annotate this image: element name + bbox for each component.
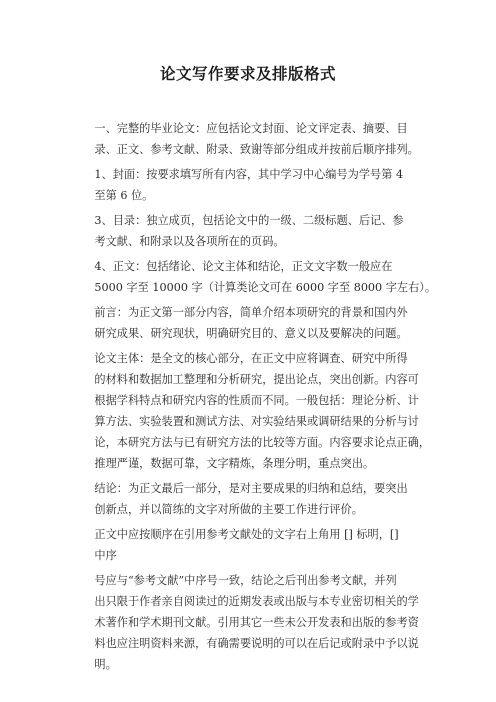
document-body — [72, 118, 437, 679]
text-line: 推理严谨，数据可靠，文字精炼，条理分明，重点突出。 — [94, 457, 375, 470]
text-line: 正文中应按顺序在引用参考文献处的文字右上角用 [] 标明，[] — [94, 528, 399, 541]
text-line: 明。 — [94, 658, 117, 671]
text-line: 前言：为正文第一部分内容，简单介绍本项研究的背景和国内外 — [94, 306, 408, 319]
text-line: 的材料和数据加工整理和分析研究，提出论点，突出创新。内容可 — [94, 373, 419, 386]
paragraph-conclusion — [72, 478, 432, 520]
paragraph-references — [72, 570, 432, 675]
text-line: 出只限于作者亲自阅读过的近期发表或出版与本专业密切相关的学 — [94, 595, 419, 608]
text-line: 算方法、实验装置和测试方法、对实验结果或调研结果的分析与讨 — [94, 415, 419, 428]
text-line: 中序 — [94, 549, 117, 562]
text-line: 一、完整的毕业论文：应包括论文封面、论文评定表、摘要、目 — [94, 122, 408, 135]
text-line: 论，本研究方法与已有研究方法的比较等方面。内容要求论点正确， — [94, 436, 431, 449]
text-line: 号应与“参考文献”中序号一致，结论之后刊出参考文献，并列 — [94, 574, 397, 587]
paragraph-main-text — [72, 256, 437, 298]
paragraph-preface — [72, 302, 432, 344]
text-line: 料也应注明资料来源，有确需要说明的可以在后记或附录中予以说 — [94, 637, 419, 650]
paragraph-citation-rule — [72, 524, 432, 566]
text-line: 4、正文：包括绪论、论文主体和结论，正文文字数一般应在 — [94, 260, 393, 273]
text-line: 创新点，并以简练的文字对所做的主要工作进行评价。 — [94, 503, 363, 516]
paragraph-toc — [72, 210, 432, 252]
text-line: 结论：为正文最后一部分，是对主要成果的归纳和总结，要突出 — [94, 482, 408, 495]
text-line: 研究成果、研究现状，明确研究目的、意义以及要解决的问题。 — [94, 327, 408, 340]
text-line: 至第 6 位。 — [94, 189, 154, 202]
text-line: 录、正文、参考文献、附录、致谢等部分组成并按前后顺序排列。 — [94, 143, 419, 156]
text-line: 3、目录：独立成页，包括论文中的一级、二级标题、后记、参 — [94, 214, 404, 227]
paragraph-complete-thesis — [72, 118, 432, 160]
paragraph-cover — [72, 164, 432, 206]
page-title: 论文写作要求及排版格式 — [159, 65, 336, 83]
paragraph-thesis-body — [72, 348, 432, 474]
text-line: 考文献、和附录以及各项所在的页码。 — [94, 235, 285, 248]
text-line: 根据学科特点和研究内容的性质而不同。一般包括：理论分析、计 — [94, 394, 419, 407]
text-line: 5000 字至 10000 字（计算类论文可在 6000 字至 8000 字左右）。 — [94, 281, 437, 294]
text-line: 术著作和学术期刊文献。引用其它一些未公开发表和出版的参考资 — [94, 616, 419, 629]
text-line: 论文主体：是全文的核心部分，在正文中应将调查、研究中所得 — [94, 352, 408, 365]
text-line: 1、封面：按要求填写所有内容，其中学习中心编号为学号第 4 — [94, 168, 404, 181]
